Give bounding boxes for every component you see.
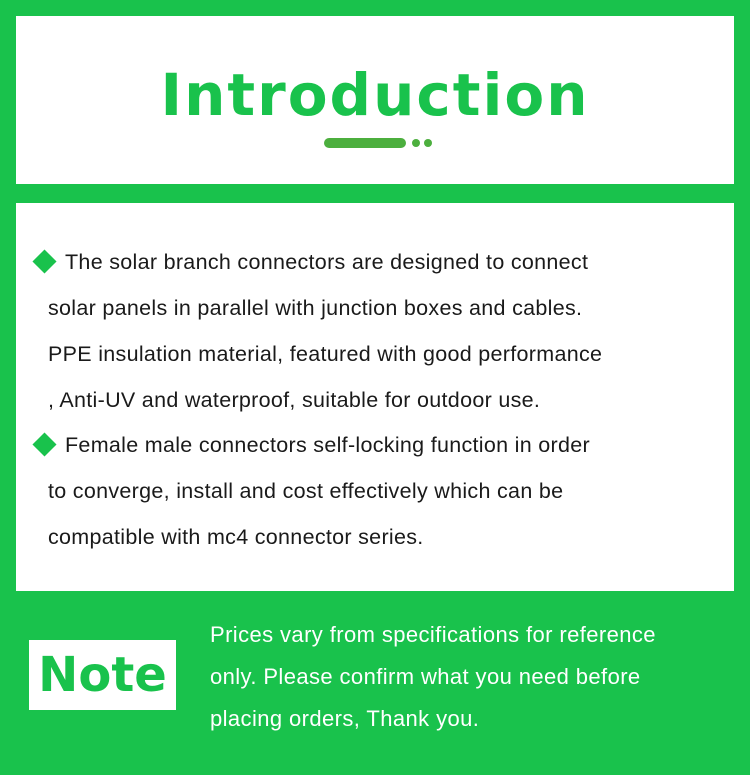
paragraph-line: PPE insulation material, featured with good performance (48, 342, 603, 366)
paragraph-line: solar panels in parallel with junction boxes and cables. (48, 296, 583, 320)
diamond-bullet-icon (32, 432, 56, 456)
divider-dot (412, 139, 420, 147)
paragraph-line: compatible with mc4 connector series. (48, 525, 424, 549)
page-title: Introduction (160, 61, 590, 129)
paragraph-line (30, 422, 720, 468)
paragraph-line-text: The solar branch connectors are designed to connect (65, 250, 589, 274)
note-line: only. Please confirm what you need before (210, 664, 641, 689)
paragraph-1 (30, 239, 720, 423)
note-label: Note (38, 647, 167, 703)
note-line: placing orders, Thank you. (210, 706, 480, 731)
intro-content-panel (16, 203, 734, 591)
paragraph-2 (30, 422, 720, 560)
divider-dot (424, 139, 432, 147)
paragraph-line-text: Female male connectors self-locking function in order (65, 433, 590, 457)
note-line: Prices vary from specifications for reference (210, 622, 656, 647)
note-text (210, 614, 735, 740)
divider-bar (324, 138, 406, 148)
dash-dots-divider-icon (324, 138, 434, 148)
intro-header-panel (16, 16, 734, 184)
note-badge (29, 640, 176, 710)
paragraph-line: , Anti-UV and waterproof, suitable for outdoor use. (48, 388, 541, 412)
diamond-bullet-icon (32, 249, 56, 273)
paragraph-line: to converge, install and cost effectively which can be (48, 479, 564, 503)
paragraph-line (30, 239, 720, 285)
